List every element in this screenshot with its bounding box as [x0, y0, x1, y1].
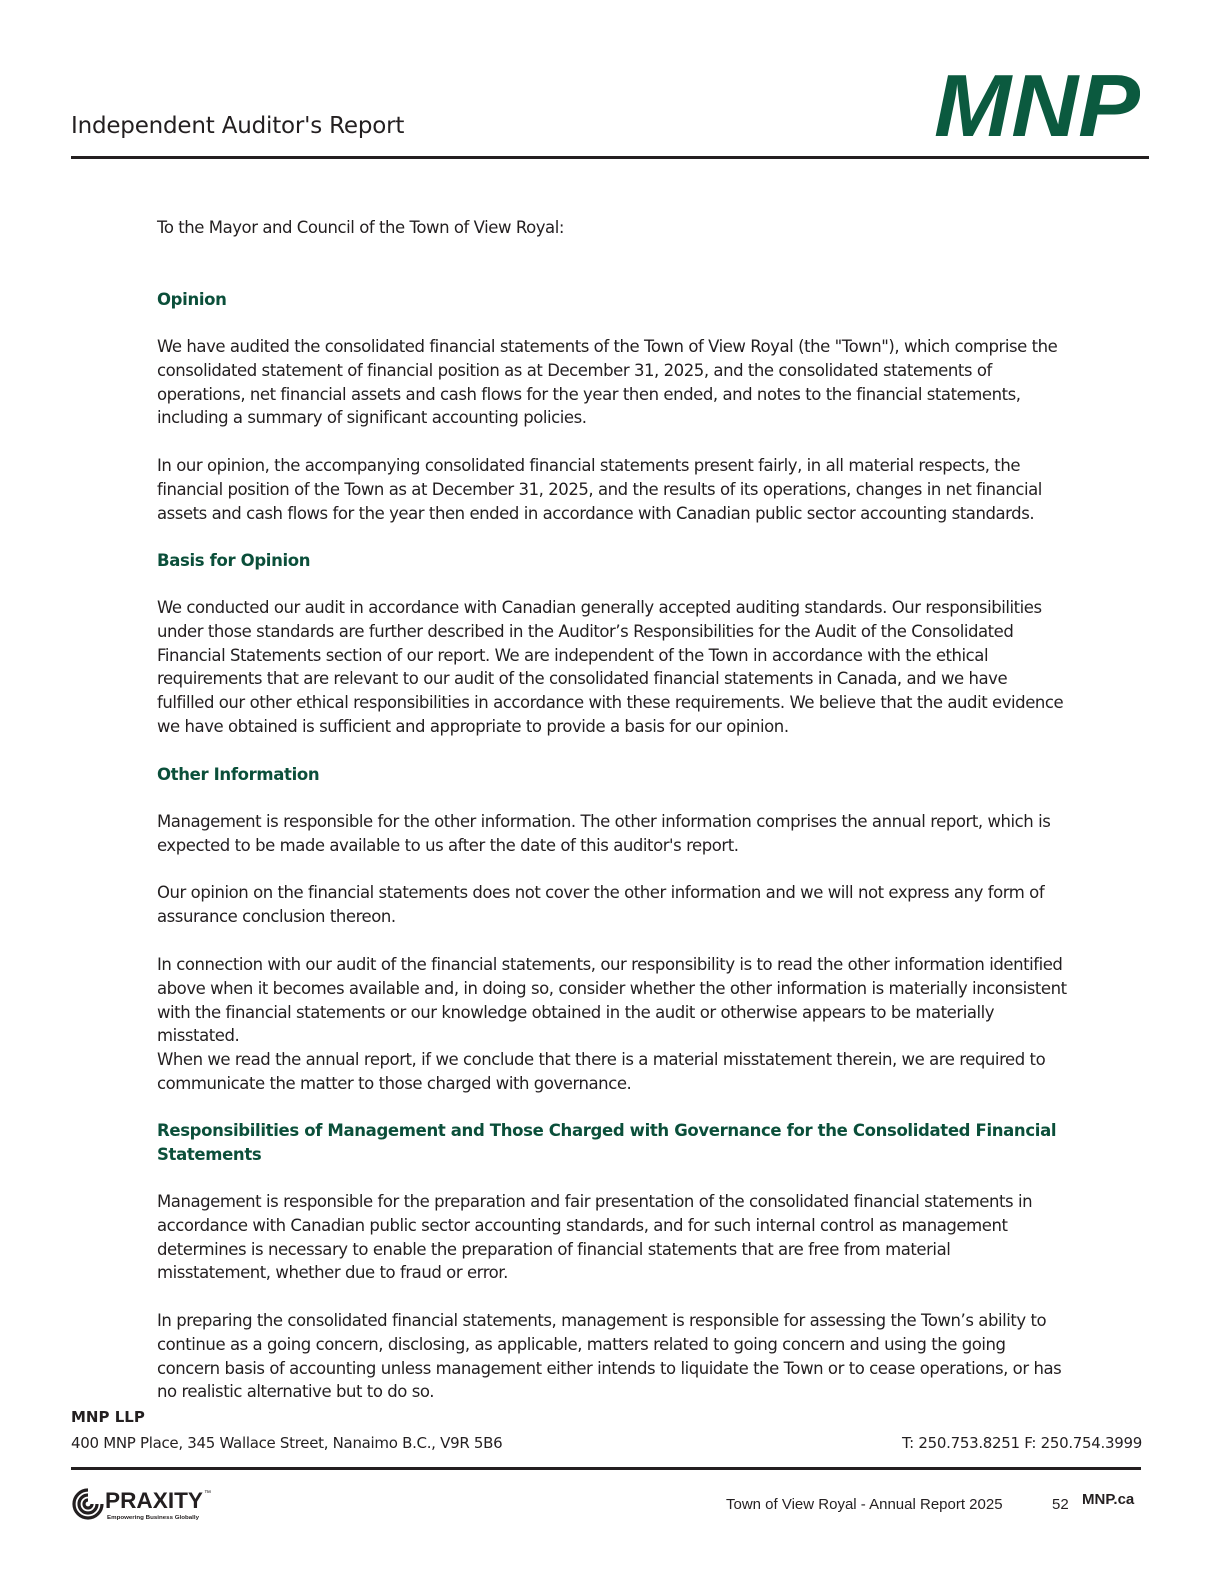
footer-report-name: Town of View Royal - Annual Report 2025	[726, 1496, 1003, 1513]
responsibilities-paragraph-2: In preparing the consolidated financial statements, management is responsible for assessing the Town’s ability to continue as a going concern, disclosing, as applicable, matters related to going concern and using the going concern basis of accounting unless management either intends to liquidate the Town or to cease operations, or has no realistic alternative but to do so.	[157, 1311, 1062, 1402]
salutation: To the Mayor and Council of the Town of View Royal:	[157, 218, 564, 237]
footer-firm-name: MNP LLP	[71, 1408, 145, 1426]
opinion-paragraph-2: In our opinion, the accompanying consolidated financial statements present fairly, in all material respects, the financial position of the Town as at December 31, 2025, and the results of its operations, changes in net financial assets and cash flows for the year then ended in accordance with Canadian public sector accounting standards.	[157, 456, 1042, 523]
mnp-logo-text: MNP	[934, 70, 1140, 140]
basis-heading: Basis for Opinion	[157, 551, 311, 570]
praxity-logo-text: PRAXITY	[105, 1488, 204, 1513]
footer-address: 400 MNP Place, 345 Wallace Street, Nanaimo B.C., V9R 5B6	[71, 1434, 503, 1452]
page-title: Independent Auditor's Report	[71, 113, 405, 139]
other-information-paragraph-2: Our opinion on the financial statements does not cover the other information and we will not express any form of assurance conclusion thereon.	[157, 883, 1045, 926]
header-divider	[71, 156, 1149, 159]
basis-paragraph-1: We conducted our audit in accordance with Canadian generally accepted auditing standards. Our responsibilities under those standards are further described in the Auditor’s Responsibilities for the Audit of the Consolidated Financial Statements section of our report. We are independent of the Town in accordance with the ethical requirements that are relevant to our audit of the consolidated financial statements in Canada, and we have fulfilled our other ethical responsibilities in accordance with these requirements. We believe that the audit evidence we have obtained is sufficient and appropriate to provide a basis for our opinion.	[157, 598, 1064, 736]
praxity-trademark: ™	[204, 1490, 211, 1497]
page-number: 52	[1052, 1496, 1069, 1513]
footer-website-link[interactable]: MNP.ca	[1082, 1491, 1135, 1508]
mnp-logo	[934, 70, 1140, 140]
praxity-tagline: Empowering Business Globally	[107, 1515, 201, 1521]
opinion-paragraph-1: We have audited the consolidated financial statements of the Town of View Royal (the "Town"), which comprise the consolidated statement of financial position as at December 31, 2025, and the consolidated statements of operations, net financial assets and cash flows for the year then ended, and notes to the financial statements, including a summary of significant accounting policies.	[157, 337, 1058, 428]
praxity-logo	[71, 1486, 221, 1522]
other-information-paragraph-1: Management is responsible for the other information. The other information comprises the annual report, which is expected to be made available to us after the date of this auditor's report.	[157, 812, 1051, 855]
praxity-swirl-icon	[74, 1490, 102, 1518]
responsibilities-heading: Responsibilities of Management and Those Charged with Governance for the Consolidated Financial Statements	[157, 1121, 1057, 1164]
other-information-heading: Other Information	[157, 765, 320, 784]
opinion-heading: Opinion	[157, 290, 227, 309]
footer-divider	[71, 1467, 1141, 1470]
other-information-paragraph-3: In connection with our audit of the financial statements, our responsibility is to read the other information identified above when it becomes available and, in doing so, consider whether the other information is materially inconsistent with the financial statements or our knowledge obtained in the audit or otherwise appears to be materially misstated.	[157, 955, 1067, 1046]
responsibilities-paragraph-1: Management is responsible for the preparation and fair presentation of the consolidated financial statements in accordance with Canadian public sector accounting standards, and for such internal control as management determines is necessary to enable the preparation of financial statements that are free from material misstatement, whether due to fraud or error.	[157, 1192, 1033, 1283]
footer-phone-fax: T: 250.753.8251 F: 250.754.3999	[901, 1434, 1142, 1452]
other-information-paragraph-4: When we read the annual report, if we conclude that there is a material misstatement therein, we are required to communicate the matter to those charged with governance.	[157, 1050, 1046, 1093]
